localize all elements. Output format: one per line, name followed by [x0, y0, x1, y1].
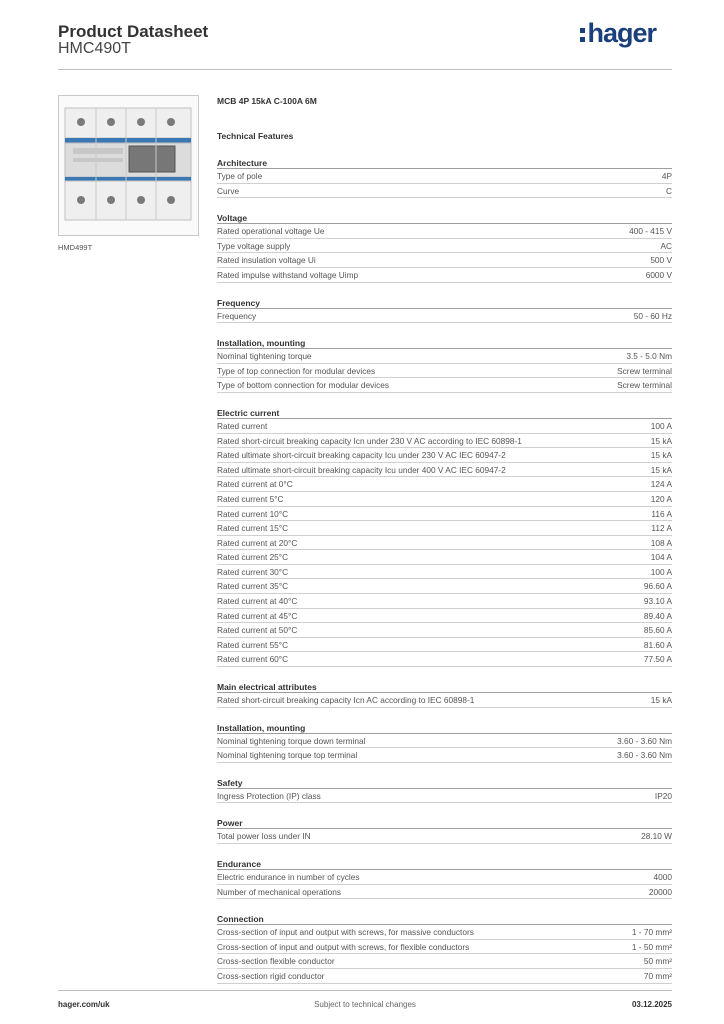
spec-value: 500 V — [650, 255, 672, 266]
spec-row — [217, 623, 672, 638]
spec-label: Rated ultimate short-circuit breaking capacity Icu under 230 V AC IEC 60947-2 — [217, 450, 506, 461]
spec-row — [217, 789, 672, 804]
spec-value: IP20 — [654, 790, 672, 801]
spec-row — [217, 870, 672, 885]
spec-label: Number of mechanical operations — [217, 886, 342, 897]
spec-label: Rated current 10°C — [217, 508, 289, 519]
spec-label: Rated current 60°C — [217, 654, 289, 665]
section-title: Architecture — [217, 157, 672, 169]
spec-label: Rated current at 20°C — [217, 537, 298, 548]
spec-value: 15 kA — [650, 450, 672, 461]
spec-value: 6000 V — [645, 269, 672, 280]
spec-label: Rated current 5°C — [217, 493, 284, 504]
spec-row — [217, 748, 672, 763]
spec-value: 28.10 W — [641, 831, 672, 842]
spec-row — [217, 969, 672, 984]
spec-row — [217, 829, 672, 844]
spec-row — [217, 477, 672, 492]
spec-label: Ingress Protection (IP) class — [217, 790, 321, 801]
spec-value: AC — [660, 240, 672, 251]
spec-value: 50 mm² — [643, 956, 672, 967]
spec-row — [217, 253, 672, 268]
spec-row — [217, 492, 672, 507]
technical-features-heading: Technical Features — [217, 131, 294, 141]
spec-value: 3.60 - 3.60 Nm — [617, 735, 672, 746]
spec-row — [217, 419, 672, 434]
spec-value: 96.60 A — [643, 581, 672, 592]
spec-value: 20000 — [648, 886, 672, 897]
spec-label: Nominal tightening torque down terminal — [217, 735, 366, 746]
spec-section — [217, 157, 672, 198]
product-image — [58, 95, 199, 236]
spec-label: Rated current at 45°C — [217, 610, 298, 621]
section-title: Voltage — [217, 212, 672, 224]
spec-row — [217, 652, 672, 667]
spec-value: 50 - 60 Hz — [633, 310, 672, 321]
spec-row — [217, 224, 672, 239]
spec-label: Cross-section rigid conductor — [217, 970, 325, 981]
spec-row — [217, 734, 672, 749]
spec-label: Rated current at 0°C — [217, 479, 293, 490]
section-title: Installation, mounting — [217, 722, 672, 734]
spec-row — [217, 463, 672, 478]
spec-label: Rated current at 40°C — [217, 596, 298, 607]
spec-row — [217, 550, 672, 565]
logo-dots-icon — [580, 28, 585, 42]
document-title: Product Datasheet — [58, 22, 209, 41]
spec-content — [217, 96, 672, 984]
spec-label: Cross-section of input and output with screws, for flexible conductors — [217, 941, 470, 952]
image-caption: HMD499T — [58, 243, 93, 252]
spec-label: Rated current 55°C — [217, 639, 289, 650]
spec-row — [217, 184, 672, 199]
spec-value: 104 A — [650, 552, 672, 563]
spec-value: 4P — [661, 171, 672, 181]
spec-value: 1 - 70 mm² — [631, 927, 672, 938]
section-title: Main electrical attributes — [217, 681, 672, 693]
spec-section — [217, 337, 672, 393]
spec-label: Rated current — [217, 420, 268, 431]
spec-value: C — [666, 185, 672, 196]
spec-section — [217, 777, 672, 804]
spec-row — [217, 378, 672, 393]
spec-value: 3.60 - 3.60 Nm — [617, 750, 672, 761]
product-code: HMC490T — [58, 40, 131, 57]
section-title: Endurance — [217, 858, 672, 870]
spec-value: 93.10 A — [643, 596, 672, 607]
spec-sections — [217, 157, 672, 984]
spec-label: Type voltage supply — [217, 240, 291, 251]
spec-row — [217, 638, 672, 653]
logo-text: hager — [587, 18, 656, 48]
spec-row — [217, 565, 672, 580]
spec-row — [217, 434, 672, 449]
spec-label: Frequency — [217, 310, 257, 321]
product-name: MCB 4P 15kA C-100A 6M — [217, 96, 317, 106]
spec-label: Rated short-circuit breaking capacity Icn AC according to IEC 60898-1 — [217, 695, 475, 706]
spec-value: 70 mm² — [643, 970, 672, 981]
spec-row — [217, 954, 672, 969]
spec-value: 15 kA — [650, 464, 672, 475]
spec-value: 4000 — [653, 872, 672, 882]
spec-row — [217, 239, 672, 254]
spec-row — [217, 364, 672, 379]
spec-label: Nominal tightening torque — [217, 351, 312, 362]
spec-label: Rated current 35°C — [217, 581, 289, 592]
spec-row — [217, 309, 672, 324]
spec-value: 85.60 A — [643, 625, 672, 636]
spec-value: Screw terminal — [617, 365, 672, 376]
spec-section — [217, 212, 672, 282]
spec-value: 100 A — [650, 420, 672, 431]
spec-label: Rated current at 50°C — [217, 625, 298, 636]
spec-label: Cross-section flexible conductor — [217, 956, 335, 967]
spec-value: 100 A — [650, 566, 672, 577]
spec-value: 1 - 50 mm² — [631, 941, 672, 952]
spec-label: Cross-section of input and output with screws, for massive conductors — [217, 927, 474, 938]
spec-row — [217, 579, 672, 594]
footer-date: 03.12.2025 — [631, 1000, 672, 1009]
spec-value: 81.60 A — [643, 639, 672, 650]
spec-value: 89.40 A — [643, 610, 672, 621]
spec-value: 116 A — [651, 508, 672, 519]
page-footer — [58, 990, 672, 1024]
spec-value: 124 A — [650, 479, 672, 490]
hager-logo — [580, 18, 656, 49]
spec-value: 120 A — [650, 493, 672, 504]
spec-row — [217, 885, 672, 900]
spec-value: 400 - 415 V — [629, 226, 672, 237]
spec-label: Rated operational voltage Ue — [217, 226, 325, 237]
spec-label: Rated impulse withstand voltage Uimp — [217, 269, 359, 280]
spec-section — [217, 407, 672, 667]
spec-section — [217, 817, 672, 844]
spec-label: Rated insulation voltage Ui — [217, 255, 316, 266]
footer-website: hager.com/uk — [58, 1000, 110, 1009]
spec-value: 15 kA — [650, 435, 672, 446]
spec-section — [217, 722, 672, 763]
spec-row — [217, 349, 672, 364]
spec-row — [217, 594, 672, 609]
section-title: Electric current — [217, 407, 672, 419]
spec-section — [217, 858, 672, 899]
spec-label: Type of bottom connection for modular devices — [217, 380, 390, 391]
spec-value: Screw terminal — [617, 380, 672, 391]
spec-row — [217, 507, 672, 522]
spec-row — [217, 609, 672, 624]
spec-value: 15 kA — [650, 695, 672, 706]
spec-section — [217, 297, 672, 324]
spec-label: Rated current 30°C — [217, 566, 289, 577]
circuit-breaker-illustration — [59, 96, 198, 235]
spec-row — [217, 925, 672, 940]
footer-note: Subject to technical changes — [314, 1000, 416, 1009]
section-title: Power — [217, 817, 672, 829]
spec-value: 112 A — [651, 523, 672, 534]
spec-label: Rated ultimate short-circuit breaking capacity Icu under 400 V AC IEC 60947-2 — [217, 464, 506, 475]
spec-label: Rated current 15°C — [217, 523, 289, 534]
spec-value: 77.50 A — [643, 654, 672, 665]
spec-value: 3.5 - 5.0 Nm — [626, 351, 672, 362]
spec-row — [217, 693, 672, 708]
spec-section — [217, 681, 672, 708]
section-title: Safety — [217, 777, 672, 789]
spec-label: Rated current 25°C — [217, 552, 289, 563]
spec-label: Type of pole — [217, 171, 263, 181]
spec-row — [217, 169, 672, 184]
spec-value: 108 A — [650, 537, 672, 548]
spec-row — [217, 536, 672, 551]
spec-label: Nominal tightening torque top terminal — [217, 750, 358, 761]
section-title: Frequency — [217, 297, 672, 309]
spec-row — [217, 521, 672, 536]
spec-label: Total power loss under IN — [217, 831, 311, 842]
spec-row — [217, 268, 672, 283]
spec-label: Rated short-circuit breaking capacity Icn under 230 V AC according to IEC 60898-1 — [217, 435, 522, 446]
spec-row — [217, 448, 672, 463]
page-header — [58, 20, 672, 70]
spec-label: Electric endurance in number of cycles — [217, 872, 360, 882]
spec-section — [217, 913, 672, 983]
section-title: Installation, mounting — [217, 337, 672, 349]
spec-row — [217, 940, 672, 955]
spec-label: Type of top connection for modular devices — [217, 365, 376, 376]
spec-label: Curve — [217, 185, 240, 196]
section-title: Connection — [217, 913, 672, 925]
